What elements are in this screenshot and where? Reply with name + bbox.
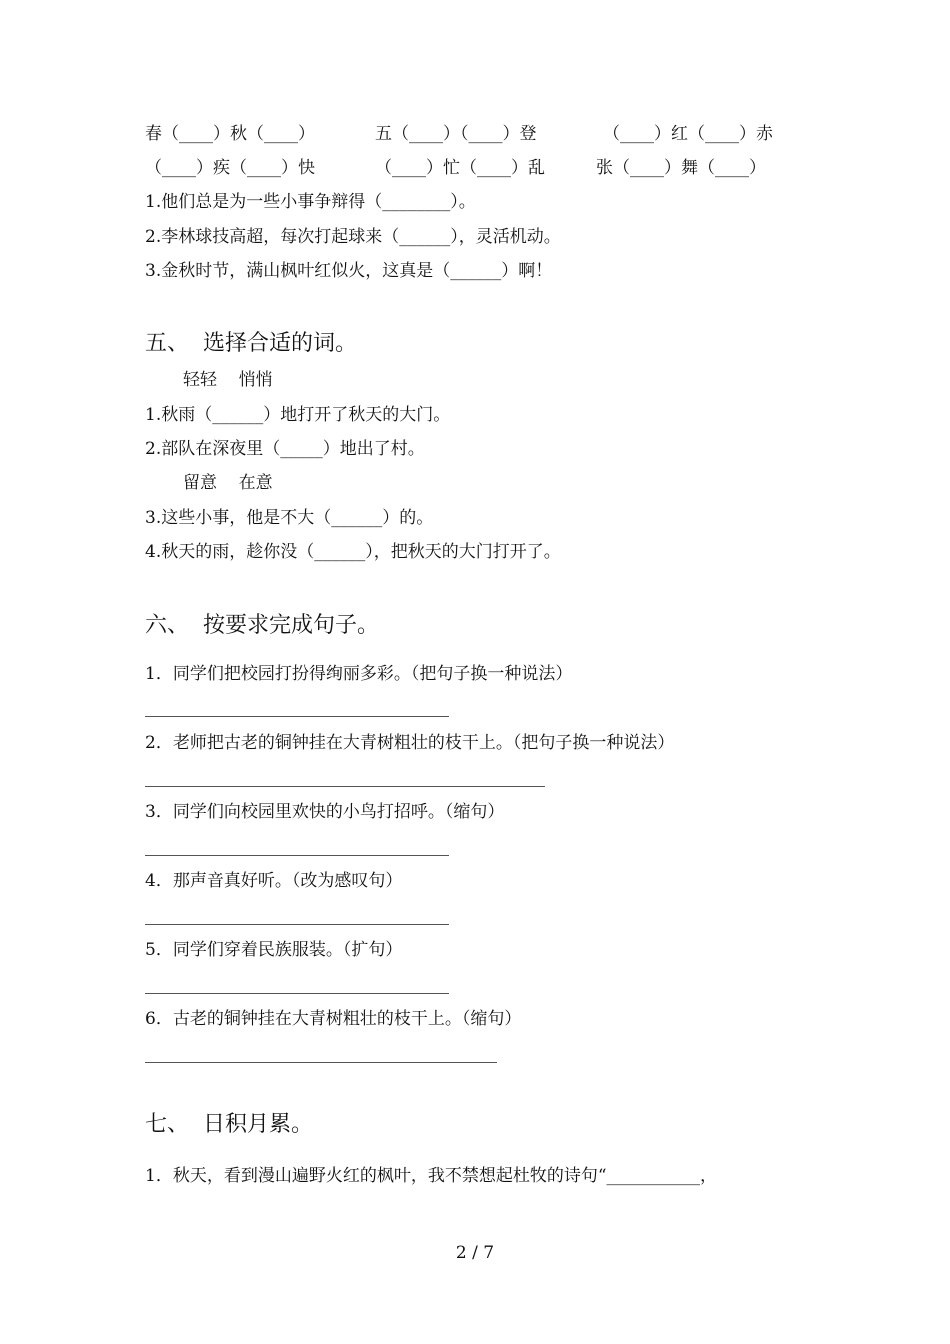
rewrite-item-1: 1．同学们把校园打扮得绚丽多彩。（把句子换一种说法） <box>145 664 573 684</box>
answer-line-4[interactable] <box>145 924 449 925</box>
answer-line-5[interactable] <box>145 993 449 994</box>
sentence-item-2: 2.李林球技高超，每次打起球来（______），灵活机动。 <box>145 227 561 247</box>
rewrite-item-6: 6．古老的铜钟挂在大青树粗壮的枝干上。（缩句） <box>145 1009 522 1029</box>
page-number: 2 / 7 <box>455 1243 495 1263</box>
sentence-item-1: 1.他们总是为一些小事争辩得（________）。 <box>145 192 476 212</box>
fill-word-row2-a: （____）疾（____）快 <box>145 158 315 178</box>
rewrite-item-5: 5．同学们穿着民族服装。（扩句） <box>145 940 403 960</box>
fill-word-row1-c: （____）红（____）赤 <box>603 124 773 144</box>
section5-sentence-1: 1.秋雨（______）地打开了秋天的大门。 <box>145 405 451 425</box>
section5-sentence-2: 2.部队在深夜里（_____）地出了村。 <box>145 439 425 459</box>
answer-line-1[interactable] <box>145 716 449 717</box>
fill-word-row1-a: 春（____）秋（____） <box>145 124 315 144</box>
word-choice-a: 轻轻 悄悄 <box>183 370 273 390</box>
answer-line-2[interactable] <box>145 786 545 787</box>
rewrite-item-4: 4．那声音真好听。（改为感叹句） <box>145 871 403 891</box>
section5-sentence-3: 3.这些小事，他是不大（______）的。 <box>145 508 434 528</box>
answer-line-3[interactable] <box>145 855 449 856</box>
rewrite-item-3: 3．同学们向校园里欢快的小鸟打招呼。（缩句） <box>145 802 505 822</box>
answer-line-6[interactable] <box>145 1062 497 1063</box>
fill-word-row1-b: 五（____）（____）登 <box>375 124 537 144</box>
fill-word-row2-b: （____）忙（____）乱 <box>375 158 545 178</box>
poem-item-1: 1．秋天，看到漫山遍野火红的枫叶，我不禁想起杜牧的诗句“___________， <box>145 1166 718 1186</box>
rewrite-item-2: 2．老师把古老的铜钟挂在大青树粗壮的枝干上。（把句子换一种说法） <box>145 733 675 753</box>
fill-word-row2-c: 张（____）舞（____） <box>596 158 766 178</box>
section5-title: 五、 选择合适的词。 <box>145 331 357 356</box>
sentence-item-3: 3.金秋时节，满山枫叶红似火，这真是（______）啊！ <box>145 261 553 281</box>
word-choice-b: 留意 在意 <box>183 473 273 493</box>
section7-title: 七、 日积月累。 <box>145 1112 313 1137</box>
section5-sentence-4: 4.秋天的雨，趁你没（______），把秋天的大门打开了。 <box>145 542 561 562</box>
section6-title: 六、 按要求完成句子。 <box>145 613 379 638</box>
